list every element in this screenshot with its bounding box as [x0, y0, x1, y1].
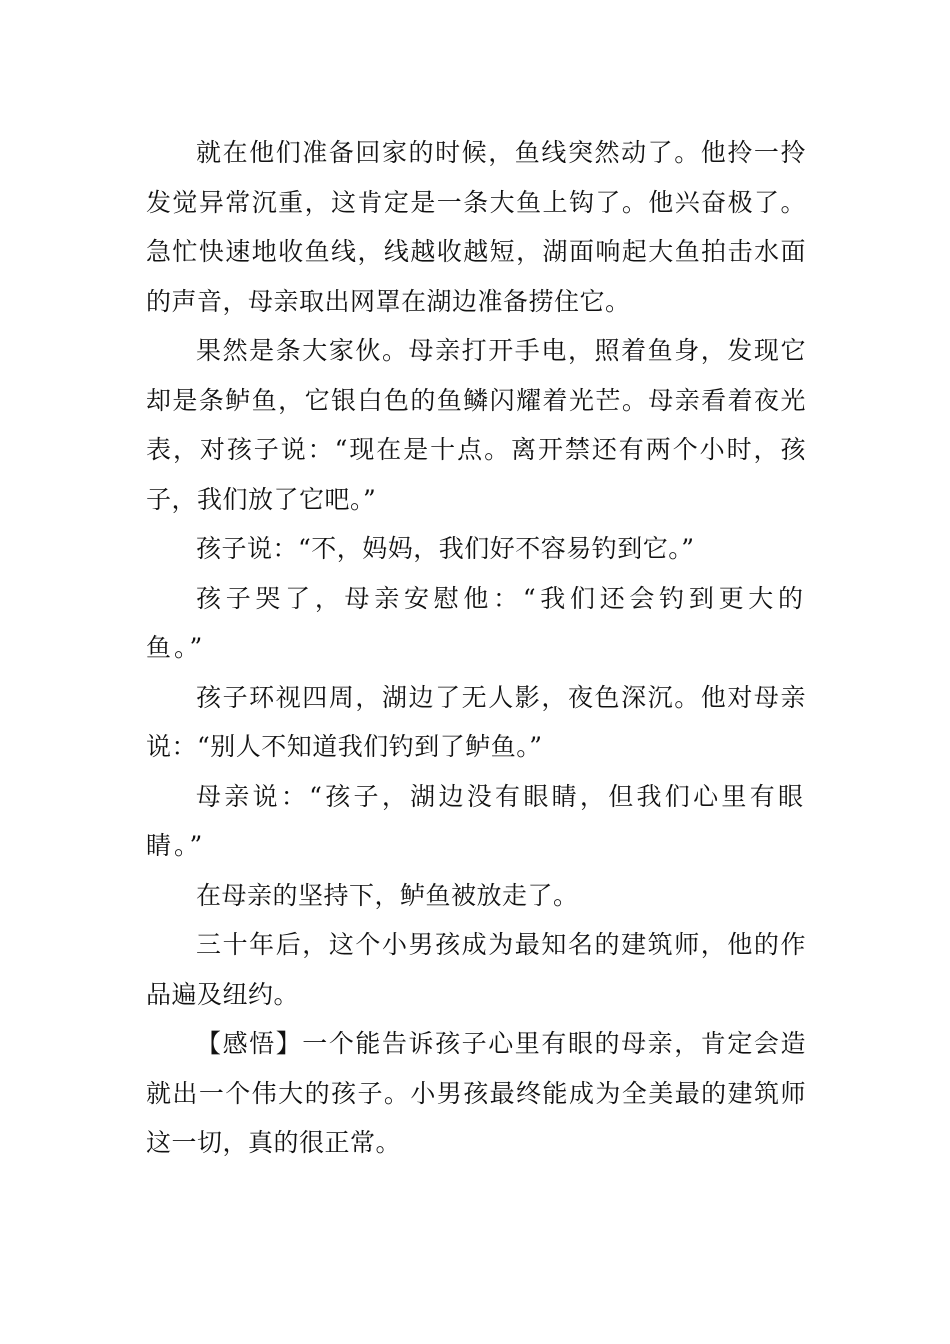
paragraph-eyes-in-heart: 母亲说：“孩子，湖边没有眼睛，但我们心里有眼睛。”: [146, 781, 806, 860]
paragraph-reflection: 【感悟】一个能告诉孩子心里有眼的母亲，肯定会造就出一个伟大的孩子。小男孩最终能成为全美最的建筑师这一切，真的很正常。: [146, 1029, 806, 1157]
paragraph-fish-released: 在母亲的坚持下，鲈鱼被放走了。: [196, 880, 579, 910]
paragraph-child-cries: 孩子哭了，母亲安慰他：“我们还会钓到更大的鱼。”: [146, 583, 806, 662]
document-body: [146, 128, 806, 1168]
paragraph-fishing-bite: 就在他们准备回家的时候，鱼线突然动了。他拎一拎发觉异常沉重，这肯定是一条大鱼上钩了。他兴奋极了。急忙快速地收鱼线，线越收越短，湖面响起大鱼拍击水面的声音，母亲取出网罩在湖边准备捞住它。: [146, 138, 806, 316]
paragraph-no-one-knows: 孩子环视四周，湖边了无人影，夜色深沉。他对母亲说：“别人不知道我们钓到了鲈鱼。”: [146, 682, 806, 761]
paragraph-thirty-years-later: 三十年后，这个小男孩成为最知名的建筑师，他的作品遍及纽约。: [146, 930, 806, 1009]
paragraph-bass-discovered: 果然是条大家伙。母亲打开手电，照着鱼身，发现它却是条鲈鱼，它银白色的鱼鳞闪耀着光芒。母亲看着夜光表，对孩子说：“现在是十点。离开禁还有两个小时，孩子，我们放了它吧。”: [146, 336, 806, 514]
paragraph-child-refuses: 孩子说：“不，妈妈，我们好不容易钓到它。”: [196, 534, 695, 563]
